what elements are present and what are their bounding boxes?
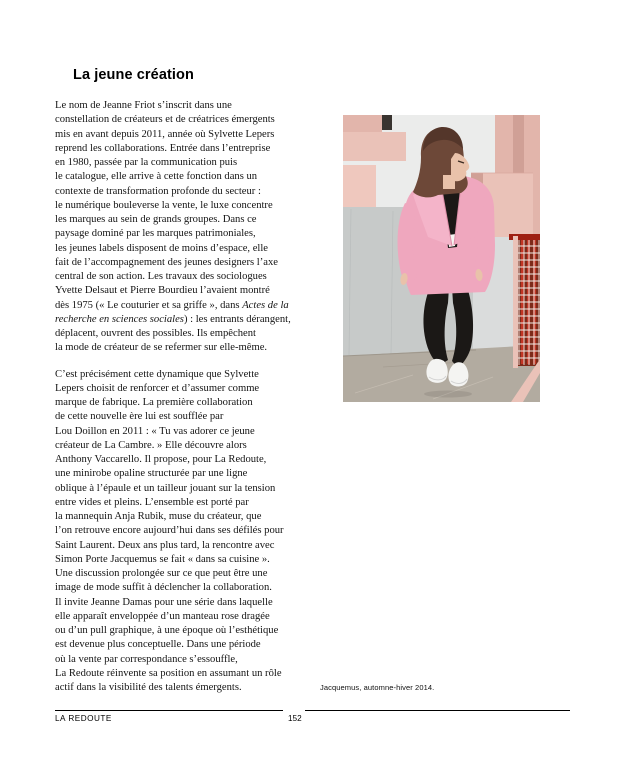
paragraph-1-part-b bbox=[55, 327, 327, 356]
text-line: le numérique bouleverse la vente, le luxe concentre bbox=[55, 199, 273, 211]
text-line: actif dans la visibilité des talents émergents. bbox=[55, 682, 242, 693]
pink-block-top-left bbox=[343, 115, 382, 133]
line-regular-text: ) : les entrants dérangent, bbox=[183, 313, 291, 325]
text-line: C’est précisément cette dynamique que Sylvette bbox=[55, 368, 259, 380]
text-line: en 1980, passée par la communication puis bbox=[55, 157, 238, 168]
text-line: la mannequin Anja Rubik, muse du créateur, que bbox=[55, 511, 262, 522]
text-line: de cette nouvelle ère lui est soufflée par bbox=[55, 411, 224, 423]
photo-illustration bbox=[343, 115, 540, 402]
text-line: Simon Porte Jacquemus se fait « dans sa cuisine ». bbox=[55, 553, 270, 565]
text-line: oblique à l’épaule et un tailleur jouant sur la tension bbox=[55, 482, 276, 494]
text-line: paysage dominé par les marques patrimoniales, bbox=[55, 228, 256, 240]
line-regular-text: dès 1975 (« Le couturier et sa griffe », dans bbox=[55, 299, 243, 311]
text-line: entre vides et pleins. L’ensemble est porté par bbox=[55, 496, 249, 508]
text-line: Yvette Delsaut et Pierre Bourdieu l’avaient montré bbox=[55, 285, 270, 297]
text-line: Le nom de Jeanne Friot s’inscrit dans une bbox=[55, 100, 232, 111]
dark-slot bbox=[382, 115, 392, 130]
text-line: Lou Doillon en 2011 : « Tu vas adorer ce jeune bbox=[55, 425, 255, 437]
footer-rule-right bbox=[305, 710, 570, 711]
footer-brand: LA REDOUTE bbox=[55, 714, 112, 723]
text-line: image de mode suffit à déclencher la collaboration. bbox=[55, 582, 272, 594]
floor-shadow bbox=[424, 391, 472, 398]
text-line: créateur de La Cambre. » Elle découvre alors bbox=[55, 439, 247, 451]
text-line: Une discussion prolongée sur ce que peut être une bbox=[55, 568, 268, 579]
text-line: les marques au sein de grands groupes. Dans ce bbox=[55, 214, 257, 225]
body-text-column bbox=[55, 99, 327, 707]
pink-block-tier2 bbox=[343, 132, 406, 161]
text-line: le catalogue, elle arrive à cette fonction dans un bbox=[55, 171, 258, 183]
paragraph-1 bbox=[55, 99, 327, 356]
footer-page-number: 152 bbox=[288, 714, 302, 723]
text-line: Il invite Jeanne Damas pour une série dans laquelle bbox=[55, 596, 273, 608]
text-line: marque de fabrique. La première collaboration bbox=[55, 397, 253, 408]
text-line: Lepers choisit de renforcer et d’assumer comme bbox=[55, 382, 260, 394]
fashion-photo bbox=[343, 115, 540, 402]
pink-block-mid-left bbox=[343, 165, 376, 208]
text-line: Saint Laurent. Deux ans plus tard, la rencontre avec bbox=[55, 539, 275, 551]
sneaker-left bbox=[426, 359, 447, 383]
page-title: La jeune création bbox=[73, 66, 194, 83]
text-line: les jeunes labels disposent de moins d’espace, elle bbox=[55, 242, 268, 254]
text-line: constellation de créateurs et de créatrices émergents bbox=[55, 114, 275, 126]
text-line: contexte de transformation profonde du secteur : bbox=[55, 185, 261, 197]
footer-rule-left bbox=[55, 710, 283, 711]
paragraph-1-part-a bbox=[55, 99, 327, 299]
text-line: reprend les collaborations. Entrée dans l’entreprise bbox=[55, 142, 271, 154]
text-line bbox=[55, 313, 327, 327]
text-line: où la vente par correspondance s’essouffle, bbox=[55, 653, 238, 665]
text-line: fait de l’accompagnement des jeunes designers l’axe bbox=[55, 256, 278, 268]
line-italic-text: recherche en sciences sociales bbox=[55, 313, 184, 325]
text-line: Anthony Vaccarello. Il propose, pour La Redoute, bbox=[55, 454, 267, 465]
paragraph-2 bbox=[55, 368, 327, 696]
text-line: est devenue plus conceptuelle. Dans une période bbox=[55, 639, 261, 651]
text-line: ou d’un pull graphique, à une époque où l’esthétique bbox=[55, 625, 279, 636]
text-line: déplacent, ouvrent des possibles. Ils empêchent bbox=[55, 328, 256, 339]
line-italic-text: Actes de la bbox=[242, 299, 289, 311]
text-line: l’on retrouve encore aujourd’hui dans ses défilés pour bbox=[55, 525, 284, 537]
text-line bbox=[55, 299, 327, 313]
text-line: La Redoute réinvente sa position en assumant un rôle bbox=[55, 667, 282, 679]
text-line: mis en avant depuis 2011, année où Sylvette Lepers bbox=[55, 128, 275, 140]
text-line: la mode de créateur de se refermer sur elle-même. bbox=[55, 342, 268, 354]
text-line: une minirobe opaline structurée par une ligne bbox=[55, 468, 248, 480]
text-line: elle apparaît enveloppée d’un manteau rose dragée bbox=[55, 610, 270, 622]
text-line: central de son action. Les travaux des sociologues bbox=[55, 271, 267, 282]
gate-pink-post bbox=[513, 236, 518, 368]
photo-caption: Jacquemus, automne-hiver 2014. bbox=[320, 683, 435, 692]
